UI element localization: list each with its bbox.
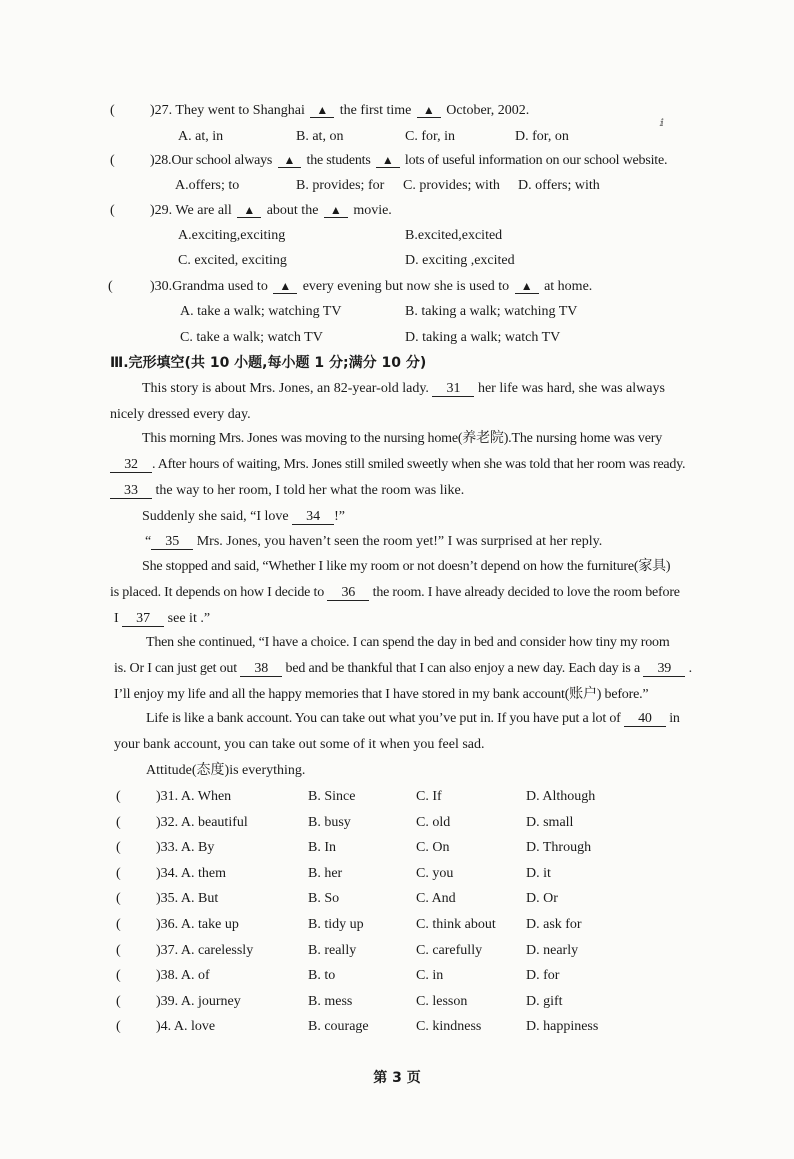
answer-paren: (: [116, 866, 121, 881]
blank-triangle: ▲: [310, 103, 334, 118]
page-number: 第 3 页: [373, 1070, 421, 1086]
passage-line: is. Or I can just get out 38 bed and be thankful that I can also enjoy a new day. Each day is a 39 .: [114, 661, 692, 676]
option-b: B. provides; for: [296, 178, 385, 193]
answer-paren: (: [116, 917, 121, 932]
answer-paren: (: [116, 1019, 121, 1034]
answer-paren: (: [110, 103, 115, 118]
cloze-option-a: )37. A. carelessly: [156, 943, 254, 958]
cloze-option-b: B. courage: [308, 1019, 369, 1034]
cloze-option-c: C. in: [416, 968, 444, 983]
answer-paren: (: [108, 279, 113, 294]
question-27: )27. They went to Shanghai ▲ the first time ▲ October, 2002.: [150, 103, 530, 118]
cloze-option-d: D. Through: [526, 840, 592, 855]
passage-line: Then she continued, “I have a choice. I can spend the day in bed and consider how tiny my room: [146, 635, 670, 650]
blank-triangle: ▲: [237, 203, 261, 218]
cloze-option-b: B. to: [308, 968, 336, 983]
answer-paren: (: [116, 968, 121, 983]
blank-triangle: ▲: [515, 279, 539, 294]
passage-line: She stopped and said, “Whether I like my room or not doesn’t depend on how the furniture(家具): [142, 559, 671, 574]
passage-line: Suddenly she said, “I love 34 !”: [142, 509, 345, 524]
section-title: Ⅲ.完形填空(共 10 小题,每小题 1 分;满分 10 分): [110, 355, 427, 371]
option-c: C. provides; with: [403, 178, 500, 193]
passage-line: 32 . After hours of waiting, Mrs. Jones still smiled sweetly when she was told that her room was ready.: [110, 456, 685, 474]
cloze-option-b: B. mess: [308, 994, 353, 1009]
cloze-option-a: )36. A. take up: [156, 917, 239, 932]
cloze-option-d: D. small: [526, 815, 574, 830]
blank-33: 33: [110, 483, 152, 499]
option-b: B. taking a walk; watching TV: [405, 304, 578, 319]
cloze-option-d: D. for: [526, 968, 560, 983]
passage-line: is placed. It depends on how I decide to 36 the room. I have already decided to love the room before: [110, 585, 680, 600]
option-d: D. offers; with: [518, 178, 600, 193]
cloze-option-b: B. really: [308, 943, 357, 958]
cloze-option-d: D. gift: [526, 994, 563, 1009]
option-c: C. for, in: [405, 129, 455, 144]
cloze-option-d: D. ask for: [526, 917, 582, 932]
blank-39: 39: [643, 661, 685, 677]
blank-triangle: ▲: [417, 103, 441, 118]
question-30: )30.Grandma used to ▲ every evening but now she is used to ▲ at home.: [150, 279, 593, 294]
cloze-option-d: D. it: [526, 866, 551, 881]
answer-paren: (: [110, 203, 115, 218]
blank-38: 38: [240, 661, 282, 677]
cloze-option-c: C. you: [416, 866, 454, 881]
cloze-option-a: )32. A. beautiful: [156, 815, 248, 830]
cloze-option-b: B. Since: [308, 789, 356, 804]
question-28: )28.Our school always ▲ the students ▲ lots of useful information on our school website.: [150, 153, 668, 168]
blank-37: 37: [122, 611, 164, 627]
passage-line: I 37 see it .”: [114, 611, 211, 626]
answer-paren: (: [110, 153, 115, 168]
answer-paren: (: [116, 840, 121, 855]
answer-paren: (: [116, 891, 121, 906]
option-c: C. take a walk; watch TV: [180, 330, 323, 345]
scan-speck: ⅈ: [660, 118, 664, 129]
option-c: C. excited, exciting: [178, 253, 287, 268]
option-d: D. for, on: [515, 129, 569, 144]
cloze-option-b: B. tidy up: [308, 917, 364, 932]
answer-paren: (: [116, 994, 121, 1009]
blank-31: 31: [432, 381, 474, 397]
passage-line: Life is like a bank account. You can take out what you’ve put in. If you have put a lot of 40 in: [146, 711, 680, 726]
cloze-option-b: B. In: [308, 840, 336, 855]
cloze-option-d: D. happiness: [526, 1019, 599, 1034]
cloze-option-a: )35. A. But: [156, 891, 219, 906]
blank-triangle: ▲: [273, 279, 297, 294]
passage-line: This morning Mrs. Jones was moving to the nursing home(养老院).The nursing home was very: [142, 431, 662, 446]
blank-32: 32: [110, 457, 152, 473]
cloze-option-c: C. kindness: [416, 1019, 482, 1034]
option-a: A.exciting,exciting: [178, 228, 286, 243]
blank-triangle: ▲: [376, 153, 400, 168]
cloze-option-a: )39. A. journey: [156, 994, 241, 1009]
cloze-option-b: B. her: [308, 866, 343, 881]
passage-line: Attitude(态度)is everything.: [146, 763, 306, 778]
blank-35: 35: [151, 534, 193, 550]
cloze-option-a: )31. A. When: [156, 789, 232, 804]
cloze-option-a: )4. A. love: [156, 1019, 216, 1034]
blank-34: 34: [292, 509, 334, 525]
question-29: )29. We are all ▲ about the ▲ movie.: [150, 203, 392, 218]
option-b: B.excited,excited: [405, 228, 503, 243]
cloze-option-c: C. old: [416, 815, 451, 830]
cloze-option-c: C. think about: [416, 917, 496, 932]
option-a: A. at, in: [178, 129, 224, 144]
passage-line: “ 35 Mrs. Jones, you haven’t seen the room yet!” I was surprised at her reply.: [145, 534, 603, 549]
cloze-option-a: )33. A. By: [156, 840, 215, 855]
passage-line: 33 the way to her room, I told her what the room was like.: [110, 482, 464, 500]
blank-triangle: ▲: [278, 153, 302, 168]
passage-line: your bank account, you can take out some of it when you feel sad.: [114, 737, 485, 752]
cloze-option-b: B. busy: [308, 815, 351, 830]
cloze-option-b: B. So: [308, 891, 340, 906]
option-d: D. taking a walk; watch TV: [405, 330, 561, 345]
cloze-option-d: D. Or: [526, 891, 558, 906]
answer-paren: (: [116, 815, 121, 830]
passage-line: This story is about Mrs. Jones, an 82-year-old lady. 31 her life was hard, she was always: [142, 381, 665, 396]
blank-40: 40: [624, 711, 666, 727]
cloze-option-a: )34. A. them: [156, 866, 226, 881]
cloze-option-a: )38. A. of: [156, 968, 210, 983]
cloze-option-c: C. lesson: [416, 994, 468, 1009]
blank-36: 36: [327, 585, 369, 601]
passage-line: nicely dressed every day.: [110, 407, 251, 422]
cloze-option-c: C. And: [416, 891, 456, 906]
blank-triangle: ▲: [324, 203, 348, 218]
answer-paren: (: [116, 943, 121, 958]
cloze-option-c: C. On: [416, 840, 450, 855]
cloze-option-d: D. nearly: [526, 943, 579, 958]
cloze-option-c: C. carefully: [416, 943, 483, 958]
cloze-option-c: C. If: [416, 789, 442, 804]
answer-paren: (: [116, 789, 121, 804]
option-a: A.offers; to: [175, 178, 240, 193]
cloze-option-d: D. Although: [526, 789, 596, 804]
passage-line: I’ll enjoy my life and all the happy memories that I have stored in my bank account(账户) before.”: [114, 687, 649, 702]
option-b: B. at, on: [296, 129, 344, 144]
option-a: A. take a walk; watching TV: [180, 304, 342, 319]
option-d: D. exciting ,excited: [405, 253, 515, 268]
